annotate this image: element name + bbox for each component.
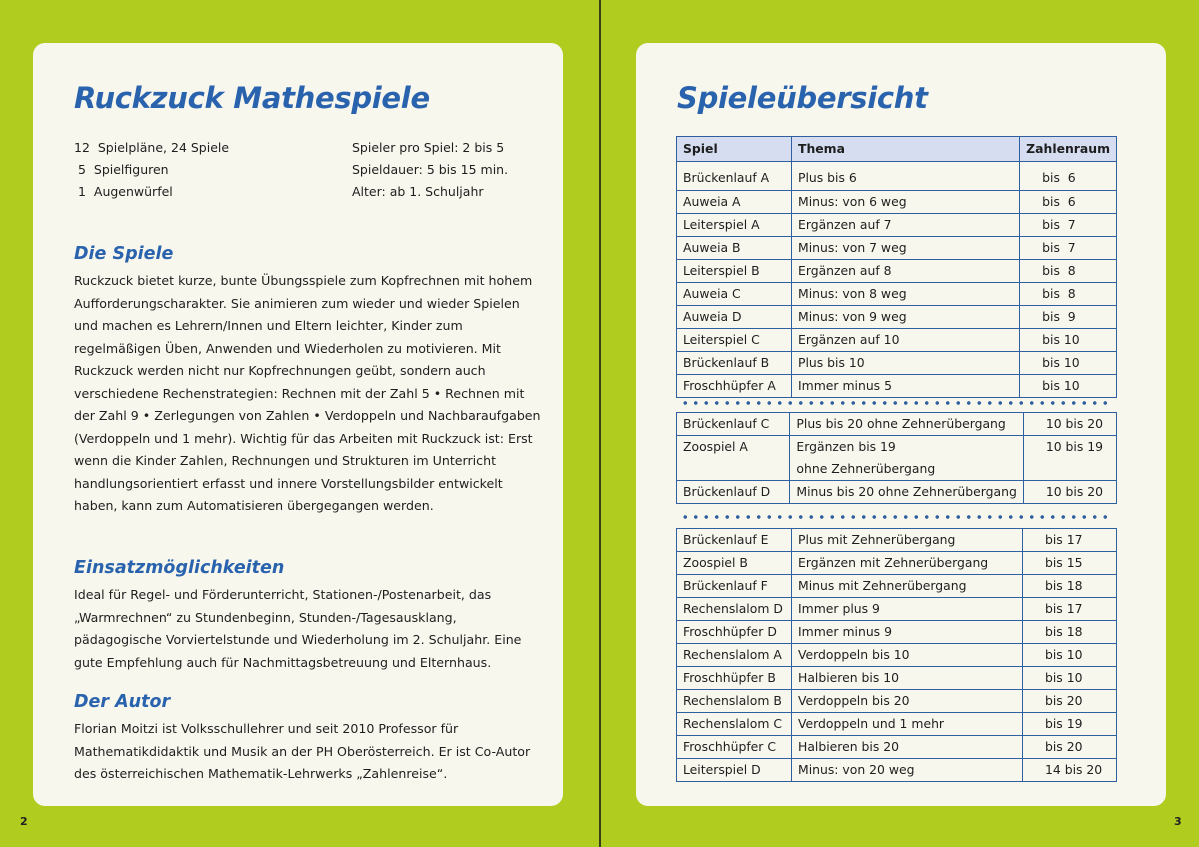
right-page [636,43,1166,806]
number-range-cell: bis 10 [1023,644,1117,667]
game-name-cell: Auweia B [677,237,792,260]
topic-cell: Immer minus 5 [792,375,1020,398]
section-text: Ruckzuck bietet kurze, bunte Übungsspiele zum Kopfrechnen mit hohem Aufforderungscharakter. Sie animieren zum wieder und wieder Spielen und machen es Lehrern/Innen und Eltern leichter, Kinder zum regelmäßigen Üben, Anwenden und Wiederholen zu motivieren. Mit Ruckzuck werden nicht nur Kopfrechnungen geübt, sondern auch verschiedene Rechenstrategien: Rechnen mit der Zahl 5 • Rechnen mit der Zahl 9 • Zerlegungen von Zahlen • Verdoppeln und Nachbaraufgaben (Verdoppeln und 1 mehr). Wichtig für das Arbeiten mit Ruckzuck ist: Erst wenn die Kinder Zahlen, Rechnungen und Strukturen im Unterricht handlungsorientiert erfasst und innere Vorstellungsbilder entwickelt haben, kann zum Automatisieren übergegangen werden. [74,273,541,513]
topic-cell: Plus bis 10 [792,352,1020,375]
table-row [677,214,1117,237]
topic-cell: Minus: von 20 weg [792,759,1023,782]
game-name-cell: Rechenslalom B [677,690,792,713]
game-name-cell: Brückenlauf B [677,352,792,375]
section-text: Ideal für Regel- und Förderunterricht, Stationen-/Postenarbeit, das „Warmrechnen“ zu Stundenbeginn, Stunden-/Tagesausklang, pädagogische Vorviertelstunde und Wiederholung im 2. Schuljahr. Eine gute Empfehlung auch für Nachmittagsbetreuung und Elternhaus. [74,587,522,670]
table-row [677,375,1117,398]
table-row [677,237,1117,260]
game-name-cell: Froschhüpfer B [677,667,792,690]
page-number: 2 [20,815,28,828]
games-table [676,412,1117,504]
topic-cell: Minus: von 9 weg [792,306,1020,329]
section-text: Florian Moitzi ist Volksschullehrer und seit 2010 Professor für Mathematikdidaktik und Musik an der PH Oberösterreich. Er ist Co-Autor des österreichischen Mathematik-Lehrwerks „Zahlenreise“. [74,721,531,781]
table-row [677,329,1117,352]
topic-cell: Plus bis 6 [792,162,1020,191]
topic-cell: Ergänzen mit Zehnerübergang [792,552,1023,575]
table-row [677,736,1117,759]
number-range-cell: bis 10 [1020,375,1117,398]
number-range-cell: bis 18 [1023,621,1117,644]
game-name-cell: Rechenslalom A [677,644,792,667]
number-range-cell: bis 6 [1020,162,1117,191]
topic-cell: Minus: von 6 weg [792,191,1020,214]
game-name-cell: Leiterspiel A [677,214,792,237]
game-name-cell: Leiterspiel C [677,329,792,352]
contents-item [74,159,229,181]
number-range-cell: 10 bis 20 [1023,481,1116,504]
table-row [677,759,1117,782]
table-row [677,260,1117,283]
col-header: Zahlenraum [1020,137,1117,162]
contents-list [74,137,229,203]
col-header: Spiel [677,137,792,162]
number-range-cell: bis 6 [1020,191,1117,214]
game-info [352,137,508,203]
topic-cell: Verdoppeln bis 20 [792,690,1023,713]
topic-cell: Minus: von 7 weg [792,237,1020,260]
dotted-separator [680,401,1110,405]
table-row [677,690,1117,713]
table-row [677,436,1117,481]
table-row [677,162,1117,191]
game-name-cell: Zoospiel B [677,552,792,575]
page-number: 3 [1174,815,1182,828]
left-page [33,43,563,806]
game-name-cell: Froschhüpfer A [677,375,792,398]
games-table [676,528,1117,782]
game-name-cell: Brückenlauf E [677,529,792,552]
col-header: Thema [792,137,1020,162]
contents-item [74,181,229,203]
table-row [677,713,1117,736]
game-name-cell: Leiterspiel B [677,260,792,283]
game-name-cell: Auweia D [677,306,792,329]
topic-cell: Plus mit Zehnerübergang [792,529,1023,552]
table-row [677,413,1117,436]
number-range-cell: bis 7 [1020,214,1117,237]
number-range-cell: bis 20 [1023,736,1117,759]
table-row [677,598,1117,621]
contents-item [74,137,229,159]
number-range-cell: bis 8 [1020,260,1117,283]
topic-cell: Ergänzen auf 8 [792,260,1020,283]
number-range-cell: bis 8 [1020,283,1117,306]
number-range-cell: bis 19 [1023,713,1117,736]
number-range-cell: bis 18 [1023,575,1117,598]
number-range-cell: bis 7 [1020,237,1117,260]
topic-cell: Minus: von 8 weg [792,283,1020,306]
item-label: Augenwürfel [93,184,173,199]
topic-cell: Immer minus 9 [792,621,1023,644]
topic-cell: Minus mit Zehnerübergang [792,575,1023,598]
topic-cell: Verdoppeln und 1 mehr [792,713,1023,736]
game-name-cell: Brückenlauf F [677,575,792,598]
section-heading: Einsatzmöglichkeiten [74,558,285,578]
table-row [677,283,1117,306]
table-row [677,529,1117,552]
number-range-cell: bis 10 [1020,352,1117,375]
number-range-cell: bis 17 [1023,598,1117,621]
table-row [677,191,1117,214]
topic-cell: Halbieren bis 20 [792,736,1023,759]
table-row [677,621,1117,644]
topic-cell: Verdoppeln bis 10 [792,644,1023,667]
topic-cell: Immer plus 9 [792,598,1023,621]
game-name-cell: Rechenslalom D [677,598,792,621]
item-count: 1 [74,184,86,199]
dotted-separator [680,515,1110,519]
game-name-cell: Brückenlauf C [677,413,790,436]
topic-cell: Ergänzen auf 7 [792,214,1020,237]
table-row [677,352,1117,375]
info-duration: Spieldauer: 5 bis 15 min. [352,162,509,177]
number-range-cell: bis 20 [1023,690,1117,713]
topic-cell: Ergänzen auf 10 [792,329,1020,352]
games-table [676,136,1117,398]
number-range-cell: 10 bis 20 [1023,413,1116,436]
item-label: Spielfiguren [93,162,169,177]
item-label: Spielpläne, 24 Spiele [97,140,230,155]
number-range-cell: bis 17 [1023,529,1117,552]
game-name-cell: Auweia C [677,283,792,306]
item-count: 12 [74,140,90,155]
number-range-cell: bis 10 [1023,667,1117,690]
number-range-cell: bis 10 [1020,329,1117,352]
game-name-cell: Auweia A [677,191,792,214]
table-row [677,667,1117,690]
info-age: Alter: ab 1. Schuljahr [352,184,484,199]
section-heading: Der Autor [74,692,171,712]
topic-cell: Minus bis 20 ohne Zehnerübergang [790,481,1023,504]
game-name-cell: Brückenlauf A [677,162,792,191]
page-title: Ruckzuck Mathespiele [74,81,430,115]
table-row [677,644,1117,667]
game-name-cell: Froschhüpfer D [677,621,792,644]
topic-cell: Halbieren bis 10 [792,667,1023,690]
page-title: Spieleübersicht [677,81,928,115]
topic-cell: Ergänzen bis 19 ohne Zehnerübergang [790,436,1023,481]
table-row [677,575,1117,598]
table-row [677,552,1117,575]
table-row [677,306,1117,329]
item-count: 5 [74,162,86,177]
number-range-cell: 14 bis 20 [1023,759,1117,782]
game-name-cell: Leiterspiel D [677,759,792,782]
game-name-cell: Brückenlauf D [677,481,790,504]
page-spine [599,0,601,847]
info-players: Spieler pro Spiel: 2 bis 5 [352,140,505,155]
section-heading: Die Spiele [74,244,174,264]
topic-cell: Plus bis 20 ohne Zehnerübergang [790,413,1023,436]
table-header-row [677,137,1117,162]
game-name-cell: Froschhüpfer C [677,736,792,759]
game-name-cell: Zoospiel A [677,436,790,481]
game-name-cell: Rechenslalom C [677,713,792,736]
number-range-cell: bis 9 [1020,306,1117,329]
number-range-cell: bis 15 [1023,552,1117,575]
number-range-cell: 10 bis 19 [1023,436,1116,481]
table-row [677,481,1117,504]
